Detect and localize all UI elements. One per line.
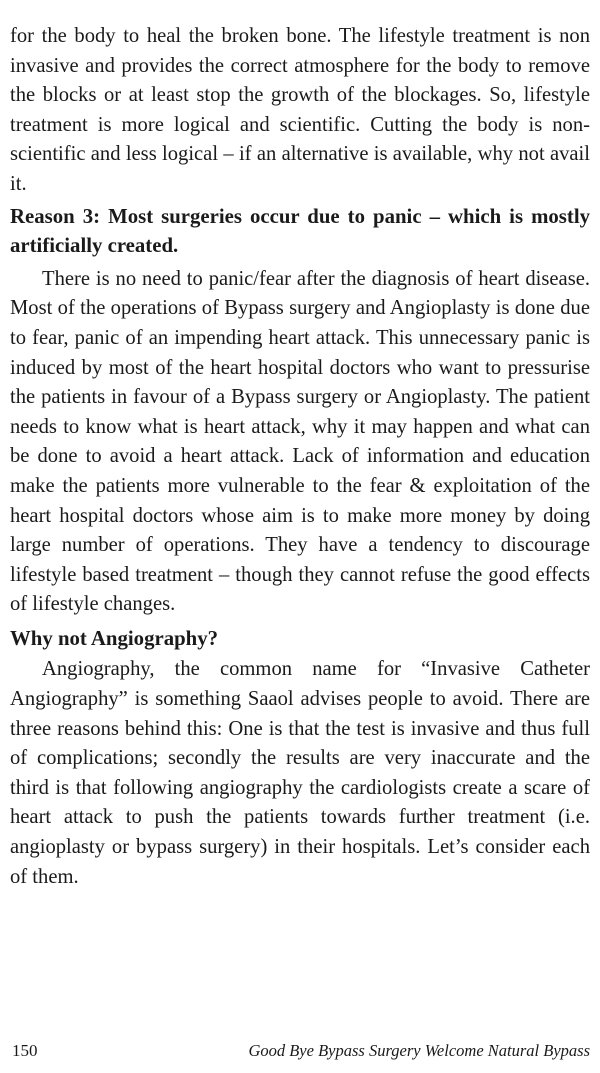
- heading-why-not-angiography: Why not Angiography?: [10, 626, 219, 650]
- paragraph-angiography: Angiography, the common name for “Invasive Catheter Angiography” is something Saaol advises people to avoid. There are three reasons behind this: One is that the test is invasive and thus full of complications; secondly the results are very inaccurate and the third is that following angiography the cardiologists create a scare of heart attack to push the patients towards further treatment (i.e. angioplasty or bypass surgery) in their hospitals. Let’s consider each of them.: [10, 658, 590, 888]
- paragraph-lifestyle-treatment: for the body to heal the broken bone. The lifestyle treatment is non invasive and provides the correct atmosphere for the body to remove the blocks or at least stop the growth of the blockages. So, lifestyle treatment is more logical and scientific. Cutting the body is non-scientific and less logical – if an alternative is available, why not avail it.: [10, 25, 590, 195]
- running-title: Good Bye Bypass Surgery Welcome Natural Bypass: [248, 1041, 590, 1060]
- page-number: 150: [12, 1041, 38, 1060]
- paragraph-panic: There is no need to panic/fear after the diagnosis of heart disease. Most of the operations of Bypass surgery and Angioplasty is done due to fear, panic of an impending heart attack. This unnecessary panic is induced by most of the heart hospital doctors who want to pressurise the patients in favour of a Bypass surgery or Angioplasty. The patient needs to know what is heart attack, why it may happen and what can be done to avoid a heart attack. Lack of information and education make the patients more vulnerable to the fear & exploitation of the heart hospital doctors whose aim is to make more money by doing large number of operations. They have a tendency to discourage lifestyle based treatment – though they cannot refuse the good effects of lifestyle changes.: [10, 267, 590, 616]
- heading-reason-3: Reason 3: Most surgeries occur due to panic – which is mostly artificially created.: [10, 204, 590, 258]
- page-body: [10, 22, 590, 892]
